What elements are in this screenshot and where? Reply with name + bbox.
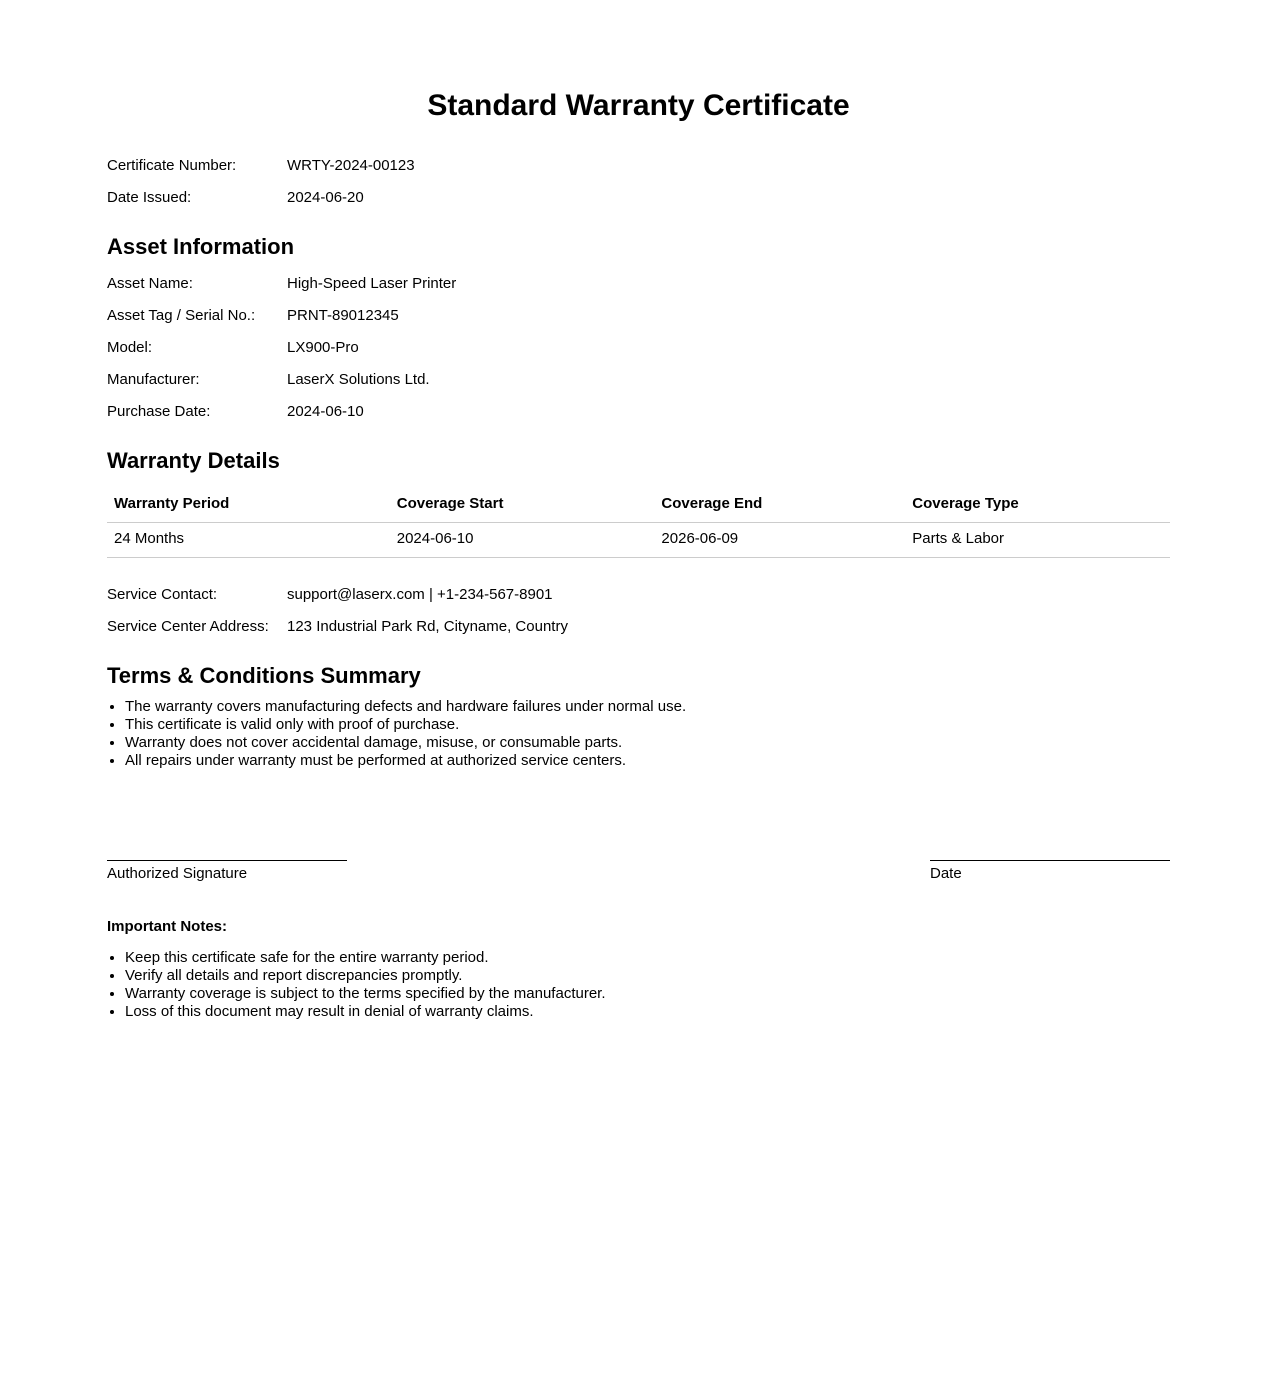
terms-section [107,663,1170,770]
warranty-details-table [107,489,1170,558]
certificate-meta-section [107,157,1170,206]
signature-section [107,860,1170,882]
purchase-date-row [107,403,1170,420]
cell-coverage-end: 2026-06-09 [654,523,905,558]
cell-warranty-period: 24 Months [107,523,390,558]
date-issued-value: 2024-06-20 [287,189,364,206]
authorized-signature-label: Authorized Signature [107,865,248,882]
manufacturer-row [107,371,1170,388]
service-contact-value: support@laserx.com | +1-234-567-8901 [287,586,553,603]
important-notes-section [107,918,1170,1021]
date-issued-label: Date Issued: [107,189,192,206]
terms-item: • Warranty does not cover accidental damage, misuse, or consumable parts. [125,734,1170,752]
table-row [107,523,1170,558]
authorized-signature-line [107,860,347,882]
warranty-certificate-document [0,88,1278,1021]
asset-name-row [107,275,1170,292]
model-value: LX900-Pro [287,339,359,356]
service-center-address-row [107,618,1170,635]
model-label: Model: [107,339,153,356]
asset-information-heading: Asset Information [107,234,295,259]
purchase-date-label: Purchase Date: [107,403,211,420]
notes-item: • Verify all details and report discrepancies promptly. [125,967,1170,985]
terms-item: • All repairs under warranty must be performed at authorized service centers. [125,752,1170,770]
manufacturer-value: LaserX Solutions Ltd. [287,371,430,388]
certificate-number-value: WRTY-2024-00123 [287,157,415,174]
asset-tag-value: PRNT-89012345 [287,307,399,324]
asset-name-value: High-Speed Laser Printer [287,275,457,292]
warranty-details-heading: Warranty Details [107,448,280,473]
table-header-row [107,489,1170,523]
important-notes-heading: Important Notes: [107,918,227,935]
col-header-warranty-period: Warranty Period [107,489,390,523]
important-notes-list [107,949,1170,1021]
terms-list [107,698,1170,770]
certificate-number-row [107,157,1170,174]
date-signature-line [930,860,1170,882]
col-header-coverage-start: Coverage Start [390,489,655,523]
notes-item: • Warranty coverage is subject to the terms specified by the manufacturer. [125,985,1170,1003]
cell-coverage-start: 2024-06-10 [390,523,655,558]
date-label: Date [930,865,962,882]
page-title: Standard Warranty Certificate [427,89,850,122]
service-center-address-value: 123 Industrial Park Rd, Cityname, Country [287,618,568,635]
service-center-address-label: Service Center Address: [107,618,269,635]
warranty-details-section [107,448,1170,635]
certificate-number-label: Certificate Number: [107,157,237,174]
cell-coverage-type: Parts & Labor [905,523,1170,558]
col-header-coverage-type: Coverage Type [905,489,1170,523]
terms-item: • This certificate is valid only with proof of purchase. [125,716,1170,734]
service-contact-row [107,586,1170,603]
model-row [107,339,1170,356]
service-contact-label: Service Contact: [107,586,218,603]
purchase-date-value: 2024-06-10 [287,403,364,420]
terms-item: • The warranty covers manufacturing defects and hardware failures under normal use. [125,698,1170,716]
manufacturer-label: Manufacturer: [107,371,200,388]
col-header-coverage-end: Coverage End [654,489,905,523]
service-contact-block [107,586,1170,635]
asset-information-section [107,234,1170,420]
notes-item: • Loss of this document may result in denial of warranty claims. [125,1003,1170,1021]
date-issued-row [107,189,1170,206]
asset-tag-label: Asset Tag / Serial No.: [107,307,256,324]
asset-tag-row [107,307,1170,324]
terms-heading: Terms & Conditions Summary [107,663,421,688]
asset-name-label: Asset Name: [107,275,193,292]
notes-item: • Keep this certificate safe for the entire warranty period. [125,949,1170,967]
